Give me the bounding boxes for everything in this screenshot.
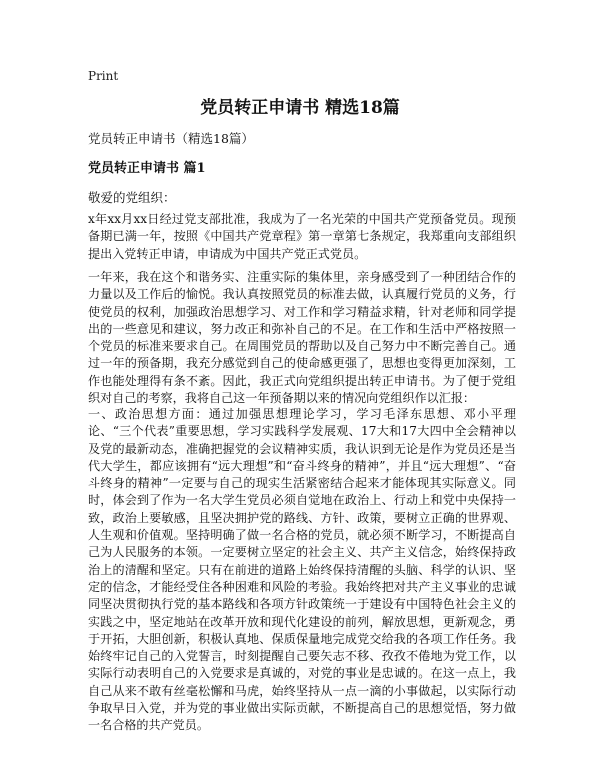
body-paragraph-3: 一、政治思想方面：通过加强思想理论学习，学习毛泽东思想、邓小平理论、“三个代表”重要思想，学习实践科学发展观、17大和17大四中全会精神以及党的最新动态，准确把握党的会议精神实质，我认识到无论是作为党员还是当代大学生，都应该拥有“远大理想”和“奋斗终身的精神”，并且“远大理想”、“奋斗终身的精神”一定要与自己的现实生活紧密结合起来才能体现其实际意义。同时，体会到了作为一名大学生党员必须自觉地在政治上、行动上和党中央保持一致，政治上要敏感，且坚决拥护党的路线、方针、政策，要树立正确的世界观、人生观和价值观。坚持明确了做一名合格的党员，就必须不断学习，不断提高自己为人民服务的本领。一定要树立坚定的社会主义、共产主义信念，始终保持政治上的清醒和坚定。只有在前进的道路上始终保持清醒的头脑、科学的认识、坚定的信念，才能经受住各种困难和风险的考验。我始终把对共产主义事业的忠诚同坚决贯彻执行党的基本路线和各项方针政策统一于建设有中国特色社会主义的实践之中，坚定地站在改革开放和现代化建设的前列，解放思想，更新观念，勇于开拓，大胆创新，积极认真地、保质保量地完成党交给我的各项工作任务。我始终牢记自己的入党誓言，时刻提醒自己要矢志不移、孜孜不倦地为党工作，以实际行动表明自己的入党要求是真诚的，对党的事业是忠诚的。在这一点上，我自己从来不敢有丝毫松懈和马虎，始终坚持从一点一滴的小事做起，以实际行动争取早日入党，并为党的事业做出实际贡献，不断提高自己的思想觉悟，努力做一名合格的共产党员。 [88, 407, 516, 733]
section-heading: 党员转正申请书 篇1 [88, 161, 206, 176]
page-title: 党员转正申请书 精选18篇 [200, 98, 400, 118]
salutation: 敬爱的党组织： [88, 190, 176, 205]
print-label: Print [88, 69, 119, 83]
body-paragraph-2: 一年来，我在这个和谐务实、注重实际的集体里，亲身感受到了一种团结合作的力量以及工作后的愉悦。我认真按照党员的标准去做，认真履行党员的义务，行使党员的权利，加强政治思想学习、对工作和学习精益求精，针对老师和同学提出的一些意见和建议，努力改正和弥补自己的不足。在工作和生活中严格按照一个党员的标准来要求自己。在周围党员的帮助以及自己努力中不断完善自己。通过一年的预备期，我充分感觉到自己的使命感更强了，思想也变得更加深刻，工作也能处理得有条不紊。因此，我正式向党组织提出转正申请书。为了便于党组织对自己的考察，我将自己这一年预备期以来的情况向党组织作以汇报： [88, 270, 516, 406]
body-paragraph-1: x年xx月xx日经过党支部批准，我成为了一名光荣的中国共产党预备党员。现预备期已满一年，按照《中国共产党章程》第一章第七条规定，我郑重向支部组织提出入党转正申请，申请成为中国共产党正式党员。 [88, 212, 516, 261]
document-subtitle: 党员转正申请书（精选18篇） [88, 131, 254, 146]
